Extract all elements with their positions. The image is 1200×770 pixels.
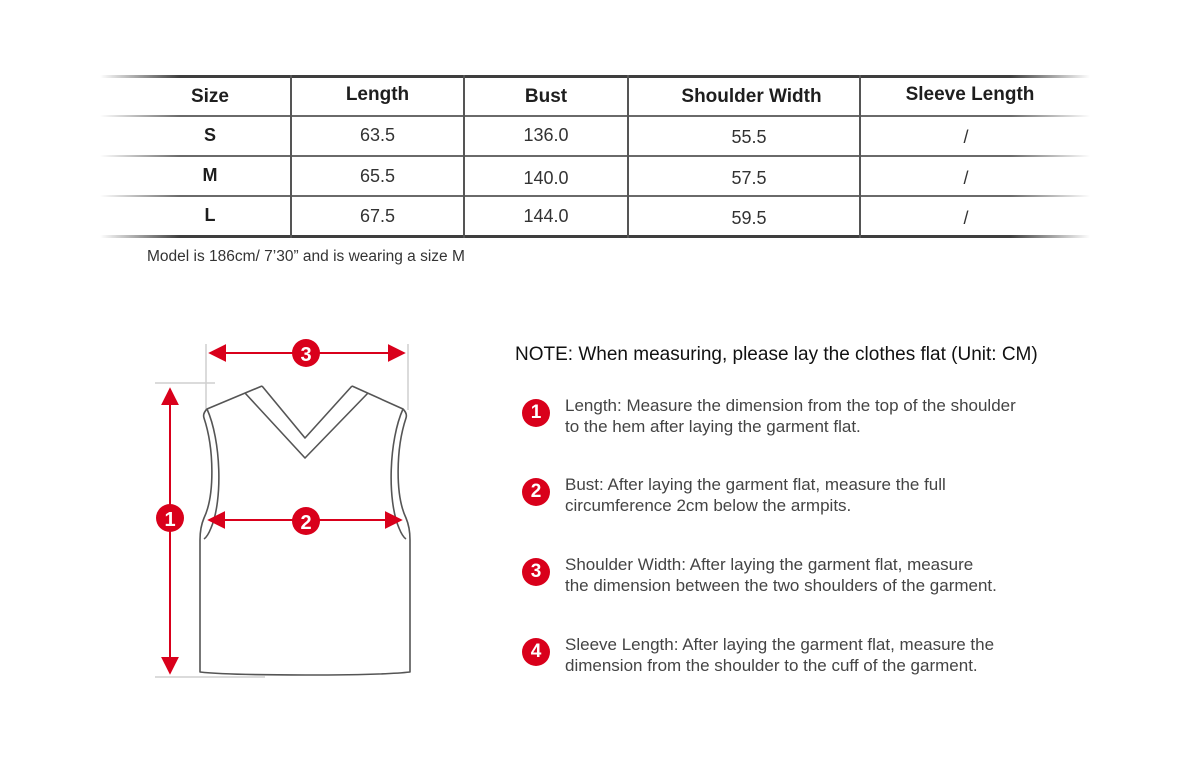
header-length: Length xyxy=(345,84,410,105)
table-cell-size: S xyxy=(203,124,216,145)
step-text-line: to the hem after laying the garment flat. xyxy=(565,417,861,436)
header-sleeve-length: Sleeve Length xyxy=(905,84,1035,105)
step-number-badge: 3 xyxy=(522,558,550,586)
step-text-line: the dimension between the two shoulders of the garment. xyxy=(565,576,997,595)
table-cell-size: M xyxy=(202,164,218,185)
table-cell-sleeve-length: / xyxy=(963,126,969,147)
measure-step-bust xyxy=(520,474,1100,524)
table-cell-length: 65.5 xyxy=(359,165,396,186)
step-number-badge: 4 xyxy=(522,638,550,666)
header-bust: Bust xyxy=(524,86,568,107)
step-text-line: Shoulder Width: After laying the garment flat, measure xyxy=(565,555,974,574)
step-text-line: circumference 2cm below the armpits. xyxy=(565,496,852,515)
table-cell-shoulder-width: 55.5 xyxy=(731,126,767,147)
marker-number-shoulder: 3 xyxy=(300,344,312,366)
model-size-note: Model is 186cm/ 7’30” and is wearing a size M xyxy=(147,248,465,265)
step-number-badge: 1 xyxy=(522,399,550,427)
step-text-line: Length: Measure the dimension from the top of the shoulder xyxy=(565,396,1016,415)
marker-number-length: 1 xyxy=(164,509,176,531)
step-text-line: Sleeve Length: After laying the garment flat, measure the xyxy=(565,635,995,654)
step-text-line: dimension from the shoulder to the cuff of the garment. xyxy=(565,656,978,675)
header-size: Size xyxy=(190,86,230,107)
marker-number-bust: 2 xyxy=(300,512,312,534)
step-description xyxy=(565,554,1095,596)
table-cell-sleeve-length: / xyxy=(963,167,969,188)
table-cell-size: L xyxy=(204,204,216,225)
size-chart-table xyxy=(100,75,1090,238)
table-cell-bust: 140.0 xyxy=(523,167,569,188)
table-cell-bust: 144.0 xyxy=(523,205,569,226)
table-cell-bust: 136.0 xyxy=(523,124,569,145)
measure-step-sleeve-length xyxy=(520,634,1100,684)
table-cell-shoulder-width: 57.5 xyxy=(731,167,767,188)
step-description xyxy=(565,474,1095,516)
measure-step-shoulder-width xyxy=(520,554,1100,604)
measure-step-length xyxy=(520,395,1100,445)
table-cell-shoulder-width: 59.5 xyxy=(731,207,767,228)
step-description xyxy=(565,395,1095,437)
step-number-badge: 2 xyxy=(522,478,550,506)
step-description xyxy=(565,634,1095,676)
table-cell-length: 63.5 xyxy=(359,124,396,145)
measuring-note-title: NOTE: When measuring, please lay the clothes flat (Unit: CM) xyxy=(515,344,1038,365)
table-cell-length: 67.5 xyxy=(359,205,396,226)
step-text-line: Bust: After laying the garment flat, measure the full xyxy=(565,475,946,494)
header-shoulder-width: Shoulder Width xyxy=(681,86,822,107)
table-cell-sleeve-length: / xyxy=(963,207,969,228)
